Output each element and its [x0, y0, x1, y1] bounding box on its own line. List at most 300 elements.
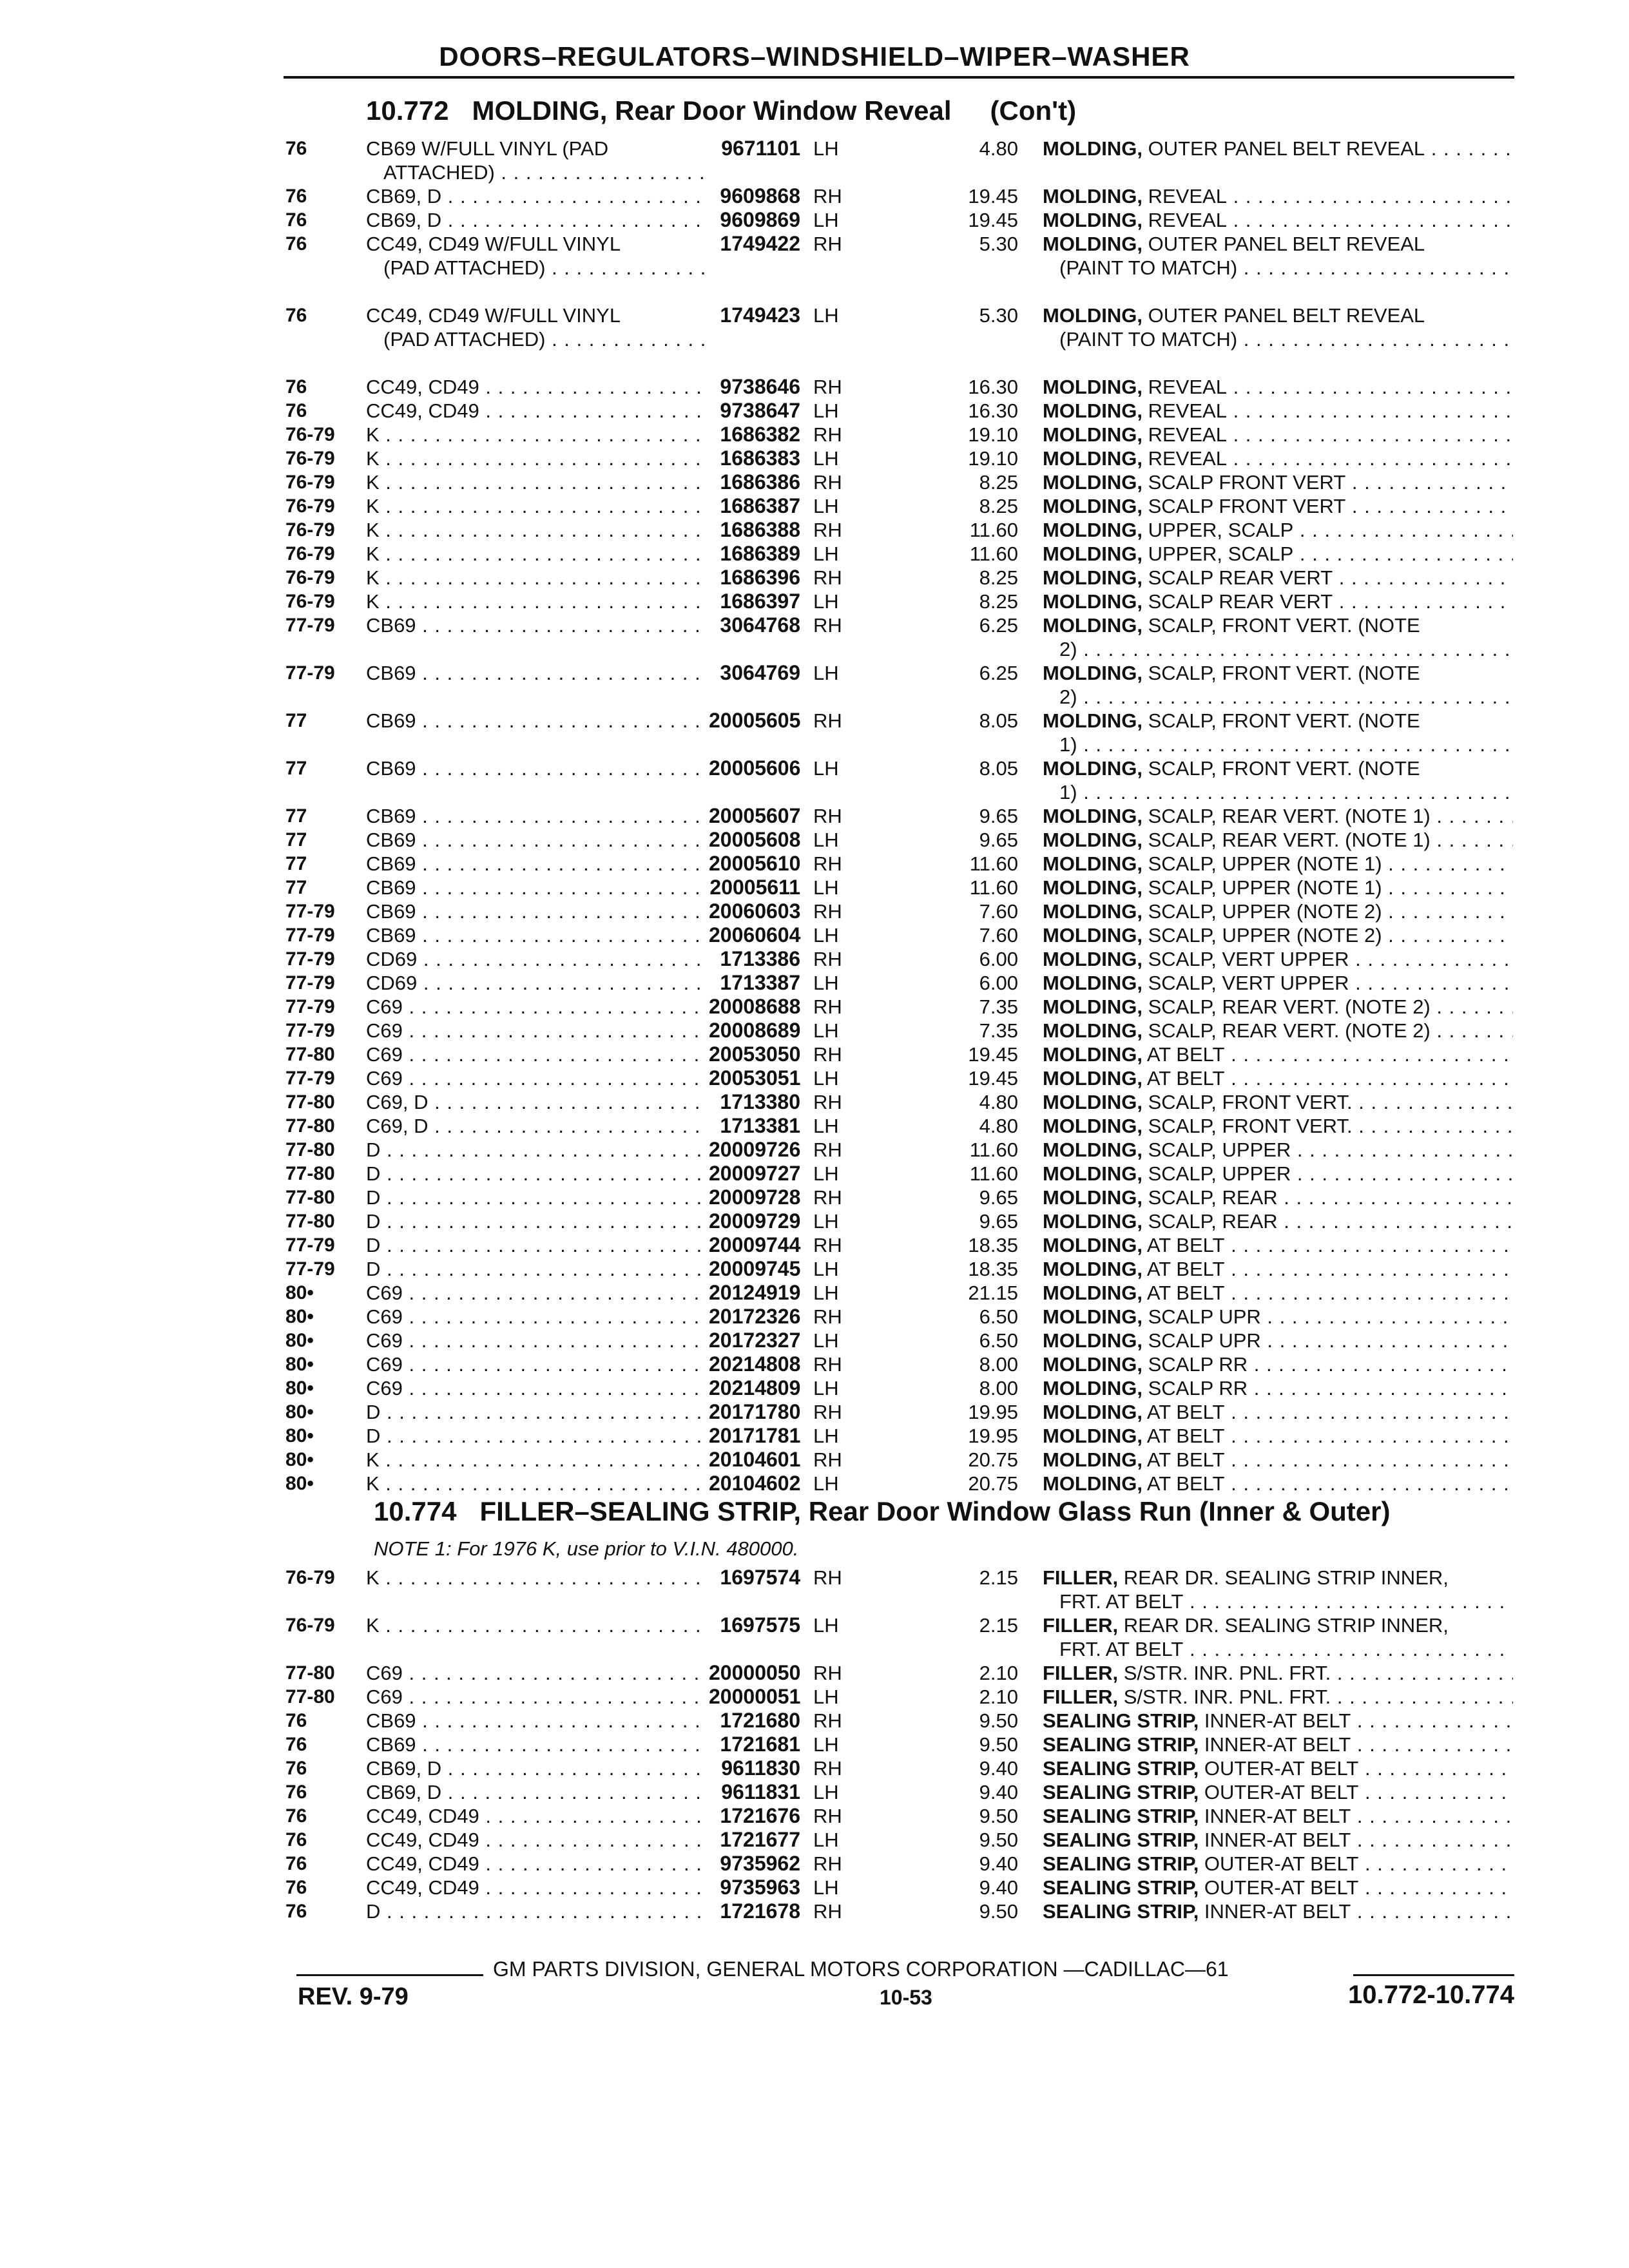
part-name: MOLDING,: [1043, 376, 1142, 398]
price: 8.05: [979, 709, 1018, 732]
part-description: [1043, 852, 1513, 876]
side-code: RH: [813, 995, 842, 1018]
side-code: RH: [813, 1662, 842, 1684]
part-name: MOLDING,: [1043, 1186, 1142, 1209]
price: 20.75: [968, 1448, 1018, 1471]
side-code: LH: [813, 137, 839, 160]
year-range: 77-80: [285, 1187, 335, 1208]
model-code: CB69, D . . .: [366, 1780, 708, 1804]
price: 6.00: [979, 972, 1018, 994]
part-number: 20005606: [709, 756, 801, 780]
model-code: K . . .: [366, 494, 708, 518]
year-range: 76-79: [285, 1567, 335, 1588]
year-range: 80•: [285, 1449, 314, 1470]
section-note: NOTE 1: For 1976 K, use prior to V.I.N. 480000.: [374, 1537, 799, 1560]
price: 11.60: [969, 852, 1018, 875]
part-description: [1043, 303, 1513, 327]
side-code: LH: [813, 1210, 839, 1233]
model-code: CC49, CD49 W/FULL VINYL: [366, 233, 621, 255]
price: 19.95: [968, 1401, 1018, 1423]
model-code: K . . .: [366, 566, 708, 590]
part-detail: SCALP, FRONT VERT. (NOTE: [1142, 709, 1420, 732]
year-range: 76: [285, 1853, 307, 1874]
price: 8.25: [979, 566, 1018, 589]
part-detail: SCALP UPR: [1142, 1329, 1261, 1352]
part-name: MOLDING,: [1043, 1329, 1142, 1352]
part-number: 1686397: [720, 590, 800, 613]
side-code: RH: [813, 1852, 842, 1875]
side-code: LH: [813, 399, 839, 422]
part-detail: REVEAL: [1142, 185, 1227, 207]
section-number: 10.772: [366, 95, 449, 126]
part-name: MOLDING,: [1043, 1115, 1142, 1137]
model-code: CB69 . . .: [366, 899, 708, 923]
price: 6.50: [979, 1329, 1018, 1352]
side-code: RH: [813, 566, 842, 589]
part-detail: AT BELT: [1142, 1043, 1225, 1066]
year-range: 80•: [285, 1354, 314, 1375]
part-number: 1749423: [720, 303, 800, 327]
side-code: LH: [813, 1781, 839, 1803]
side-code: LH: [813, 1425, 839, 1447]
price: 19.45: [968, 185, 1018, 207]
part-name: MOLDING,: [1043, 566, 1142, 589]
part-number: 20172326: [709, 1305, 801, 1328]
year-range: 77-79: [285, 1068, 335, 1089]
part-name: MOLDING,: [1043, 590, 1142, 613]
part-description: [1043, 1305, 1513, 1329]
model-code-continued: (PAD ATTACHED) . . .: [383, 327, 708, 351]
year-range: 77-79: [285, 1258, 335, 1280]
part-number: 3064768: [720, 613, 800, 637]
part-number: 20009728: [709, 1186, 801, 1209]
model-code: D . . .: [366, 1899, 708, 1923]
part-description: [1043, 1233, 1513, 1257]
part-detail: REVEAL: [1142, 423, 1227, 446]
page-title: DOORS–REGULATORS–WINDSHIELD–WIPER–WASHER: [439, 41, 1190, 72]
part-number: 1686387: [720, 494, 800, 517]
price: 7.35: [979, 995, 1018, 1018]
model-code: CC49, CD49 . . .: [366, 1804, 708, 1828]
side-code: LH: [813, 1686, 839, 1708]
year-range: 76: [285, 1877, 307, 1898]
part-description: [1043, 399, 1513, 423]
part-description: [1043, 971, 1513, 995]
part-number: 9735962: [720, 1852, 800, 1875]
part-detail: INNER-AT BELT: [1199, 1805, 1351, 1827]
part-name: MOLDING,: [1043, 995, 1142, 1018]
part-number: 20000051: [709, 1685, 801, 1708]
part-name: MOLDING,: [1043, 399, 1142, 422]
model-code: C69 . . .: [366, 1066, 708, 1090]
price: 9.50: [979, 1805, 1018, 1827]
header-divider: [284, 76, 1514, 79]
model-code: C69, D . . .: [366, 1114, 708, 1138]
year-range: 77-79: [285, 615, 335, 636]
model-code: D . . .: [366, 1162, 708, 1186]
part-description: [1043, 661, 1513, 685]
part-description: [1043, 1066, 1513, 1090]
part-number: 20005610: [709, 852, 801, 875]
part-description: [1043, 518, 1513, 542]
part-name: MOLDING,: [1043, 757, 1142, 780]
price: 8.05: [979, 757, 1018, 780]
price: 6.25: [979, 662, 1018, 684]
section-title: FILLER–SEALING STRIP, Rear Door Window Glass Run (Inner & Outer): [479, 1496, 1391, 1526]
year-range: 76: [285, 1710, 307, 1731]
part-description: [1043, 1709, 1513, 1733]
year-range: 77-80: [285, 1115, 335, 1137]
price: 21.15: [968, 1282, 1018, 1304]
part-detail: INNER-AT BELT: [1199, 1709, 1351, 1732]
part-description: [1043, 1566, 1513, 1590]
part-name: MOLDING,: [1043, 1377, 1142, 1399]
part-detail: AT BELT: [1142, 1401, 1225, 1423]
price: 19.10: [968, 423, 1018, 446]
model-code: C69 . . .: [366, 1043, 708, 1066]
part-detail: OUTER-AT BELT: [1199, 1757, 1359, 1780]
footer-division-text: GM PARTS DIVISION, GENERAL MOTORS CORPORATION —CADILLAC—61: [493, 1957, 1229, 1981]
part-name: MOLDING,: [1043, 1353, 1142, 1376]
price: 8.25: [979, 590, 1018, 613]
price: 11.60: [969, 1139, 1018, 1161]
part-detail: SCALP RR: [1142, 1353, 1248, 1376]
side-code: LH: [813, 209, 839, 231]
year-range: 76-79: [285, 543, 335, 564]
year-range: 76: [285, 1829, 307, 1850]
year-range: 77: [285, 805, 307, 827]
side-code: RH: [813, 1448, 842, 1471]
part-detail: S/STR. INR. PNL. FRT.: [1118, 1662, 1331, 1684]
price: 9.40: [979, 1852, 1018, 1875]
price: 2.15: [979, 1566, 1018, 1589]
part-name: MOLDING,: [1043, 948, 1142, 970]
part-description-continued: 2) . . .: [1059, 685, 1513, 709]
year-range: 77-79: [285, 901, 335, 922]
part-description: [1043, 709, 1513, 733]
year-range: 77: [285, 829, 307, 850]
part-name: MOLDING,: [1043, 852, 1142, 875]
part-detail: OUTER PANEL BELT REVEAL: [1142, 233, 1425, 255]
price: 18.35: [968, 1234, 1018, 1256]
price: 7.60: [979, 900, 1018, 923]
side-code: LH: [813, 924, 839, 947]
model-code: K . . .: [366, 447, 708, 470]
model-code: D . . .: [366, 1424, 708, 1448]
part-detail: SCALP, UPPER (NOTE 1): [1142, 876, 1382, 899]
price: 11.60: [969, 876, 1018, 899]
part-description: [1043, 1138, 1513, 1162]
part-detail: OUTER-AT BELT: [1199, 1852, 1359, 1875]
side-code: LH: [813, 1377, 839, 1399]
part-detail: OUTER-AT BELT: [1199, 1876, 1359, 1899]
part-number: 9609869: [720, 208, 800, 231]
model-code: D . . .: [366, 1233, 708, 1257]
year-range: 77-80: [285, 1686, 335, 1707]
model-code: CB69 W/FULL VINYL (PAD: [366, 137, 609, 160]
model-code: CC49, CD49 . . .: [366, 1852, 708, 1876]
model-code: CC49, CD49 . . .: [366, 399, 708, 423]
model-code: D . . .: [366, 1400, 708, 1424]
part-name: MOLDING,: [1043, 1210, 1142, 1233]
part-number: 1713387: [720, 971, 800, 994]
model-code: CB69 . . .: [366, 709, 708, 733]
year-range: 77-80: [285, 1091, 335, 1113]
part-number: 20009729: [709, 1209, 801, 1233]
price: 19.95: [968, 1425, 1018, 1447]
part-description: [1043, 137, 1513, 160]
part-name: MOLDING,: [1043, 1162, 1142, 1185]
part-description: [1043, 447, 1513, 470]
part-detail: SCALP REAR VERT: [1142, 566, 1333, 589]
part-name: SEALING STRIP,: [1043, 1757, 1199, 1780]
price: 11.60: [969, 519, 1018, 541]
side-code: RH: [813, 900, 842, 923]
part-number: 20171781: [709, 1424, 801, 1447]
part-detail: SCALP, FRONT VERT.: [1142, 1091, 1353, 1113]
price: 7.60: [979, 924, 1018, 947]
part-name: MOLDING,: [1043, 709, 1142, 732]
part-number: 3064769: [720, 661, 800, 684]
year-range: 76: [285, 138, 307, 159]
part-description: [1043, 1685, 1513, 1709]
side-code: LH: [813, 1258, 839, 1280]
side-code: RH: [813, 1805, 842, 1827]
part-detail: SCALP, REAR: [1142, 1210, 1278, 1233]
model-code: CC49, CD49 W/FULL VINYL: [366, 304, 621, 327]
model-code-continued: ATTACHED) . . .: [383, 160, 708, 184]
part-detail: SCALP, FRONT VERT. (NOTE: [1142, 614, 1420, 637]
model-code: CC49, CD49 . . .: [366, 1828, 708, 1852]
year-range: 76-79: [285, 567, 335, 588]
part-description: [1043, 566, 1513, 590]
part-name: MOLDING,: [1043, 1448, 1142, 1471]
model-code: C69 . . .: [366, 995, 708, 1019]
part-name: MOLDING,: [1043, 137, 1142, 160]
part-number: 1686396: [720, 566, 800, 589]
side-code: RH: [813, 614, 842, 637]
part-number: 20172327: [709, 1329, 801, 1352]
part-detail: AT BELT: [1142, 1258, 1225, 1280]
side-code: LH: [813, 447, 839, 470]
part-description: [1043, 1661, 1513, 1685]
part-detail: AT BELT: [1142, 1234, 1225, 1256]
part-number: 1713381: [720, 1114, 800, 1137]
part-description: [1043, 542, 1513, 566]
year-range: 76-79: [285, 448, 335, 469]
year-range: 77-79: [285, 972, 335, 994]
part-description: [1043, 923, 1513, 947]
model-code: CB69 . . .: [366, 852, 708, 876]
model-code: CB69 . . .: [366, 804, 708, 828]
year-range: 77: [285, 710, 307, 731]
side-code: RH: [813, 1757, 842, 1780]
price: 4.80: [979, 1091, 1018, 1113]
part-description: [1043, 470, 1513, 494]
part-description: [1043, 1899, 1513, 1923]
part-detail: INNER-AT BELT: [1199, 1900, 1351, 1923]
model-code: CB69 . . .: [366, 876, 708, 899]
part-detail: SCALP, FRONT VERT. (NOTE: [1142, 662, 1420, 684]
model-code: CB69, D . . .: [366, 184, 708, 208]
part-description: [1043, 1186, 1513, 1209]
part-description: [1043, 1733, 1513, 1756]
price: 20.75: [968, 1472, 1018, 1495]
year-range: 76-79: [285, 472, 335, 493]
year-range: 80•: [285, 1378, 314, 1399]
part-detail: SCALP, REAR VERT. (NOTE 2): [1142, 995, 1431, 1018]
price: 19.45: [968, 1043, 1018, 1066]
part-name: MOLDING,: [1043, 662, 1142, 684]
part-description: [1043, 1043, 1513, 1066]
section-heading-10-774: [374, 1496, 1390, 1527]
part-name: MOLDING,: [1043, 1043, 1142, 1066]
price: 16.30: [968, 376, 1018, 398]
year-range: 76-79: [285, 591, 335, 612]
model-code: K . . .: [366, 1613, 708, 1637]
side-code: LH: [813, 543, 839, 565]
price: 8.25: [979, 471, 1018, 494]
part-detail: SCALP FRONT VERT: [1142, 495, 1346, 517]
price: 6.00: [979, 948, 1018, 970]
part-description: [1043, 184, 1513, 208]
year-range: 77-79: [285, 662, 335, 684]
part-detail: SCALP, REAR VERT. (NOTE 1): [1142, 829, 1431, 851]
part-description: [1043, 208, 1513, 232]
part-detail: SCALP, REAR: [1142, 1186, 1278, 1209]
part-number: 1697575: [720, 1613, 800, 1637]
side-code: LH: [813, 1472, 839, 1495]
part-number: 20214809: [709, 1376, 801, 1399]
year-range: 76-79: [285, 1615, 335, 1636]
part-detail: INNER-AT BELT: [1199, 1733, 1351, 1756]
part-name: SEALING STRIP,: [1043, 1709, 1199, 1732]
price: 2.15: [979, 1614, 1018, 1637]
part-number: 20060604: [709, 923, 801, 947]
part-detail: SCALP, VERT UPPER: [1142, 948, 1349, 970]
part-number: 1686388: [720, 518, 800, 541]
side-code: LH: [813, 495, 839, 517]
part-name: MOLDING,: [1043, 471, 1142, 494]
part-number: 20009744: [709, 1233, 801, 1256]
year-range: 77-80: [285, 1211, 335, 1232]
side-code: LH: [813, 304, 839, 327]
part-name: SEALING STRIP,: [1043, 1781, 1199, 1803]
side-code: LH: [813, 757, 839, 780]
price: 9.40: [979, 1781, 1018, 1803]
price: 8.25: [979, 495, 1018, 517]
section-number: 10.774: [374, 1496, 457, 1526]
part-number: 9738646: [720, 375, 800, 398]
year-range: 77: [285, 853, 307, 874]
part-detail: REVEAL: [1142, 376, 1227, 398]
price: 8.00: [979, 1353, 1018, 1376]
part-description: [1043, 1090, 1513, 1114]
part-description: [1043, 375, 1513, 399]
model-code: D . . .: [366, 1209, 708, 1233]
section-title: MOLDING, Rear Door Window Reveal: [472, 95, 952, 126]
part-description-continued: FRT. AT BELT . . .: [1059, 1637, 1513, 1661]
side-code: LH: [813, 972, 839, 994]
part-number: 20009727: [709, 1162, 801, 1185]
part-number: 20005607: [709, 804, 801, 827]
section-heading-10-772: [366, 95, 1076, 126]
year-range: 77-79: [285, 948, 335, 970]
part-description: [1043, 1162, 1513, 1186]
part-name: MOLDING,: [1043, 972, 1142, 994]
part-name: MOLDING,: [1043, 1091, 1142, 1113]
page-number: 10-53: [880, 1986, 932, 2009]
part-name: MOLDING,: [1043, 495, 1142, 517]
price: 9.65: [979, 805, 1018, 827]
part-description: [1043, 1613, 1513, 1637]
model-code: CB69 . . .: [366, 1709, 708, 1733]
year-range: 76: [285, 376, 307, 398]
price: 9.50: [979, 1900, 1018, 1923]
part-description: [1043, 1448, 1513, 1472]
side-code: RH: [813, 1139, 842, 1161]
year-range: 77: [285, 758, 307, 779]
part-number: 20009745: [709, 1257, 801, 1280]
part-number: 9671101: [721, 137, 800, 160]
price: 9.50: [979, 1709, 1018, 1732]
price: 6.50: [979, 1305, 1018, 1328]
part-detail: UPPER, SCALP: [1142, 543, 1294, 565]
part-name: MOLDING,: [1043, 1139, 1142, 1161]
part-detail: SCALP, REAR VERT. (NOTE 1): [1142, 805, 1431, 827]
part-description: [1043, 1019, 1513, 1043]
year-range: 80•: [285, 1306, 314, 1327]
part-number: 1686382: [720, 423, 800, 446]
part-name: MOLDING,: [1043, 1258, 1142, 1280]
part-number: 1721681: [720, 1733, 800, 1756]
model-code: CB69, D . . .: [366, 208, 708, 232]
part-name: MOLDING,: [1043, 876, 1142, 899]
side-code: RH: [813, 1709, 842, 1732]
side-code: RH: [813, 1566, 842, 1589]
part-number: 20171780: [709, 1400, 801, 1423]
part-description: [1043, 899, 1513, 923]
part-name: MOLDING,: [1043, 519, 1142, 541]
part-number: 1721677: [720, 1828, 800, 1851]
part-description: [1043, 1780, 1513, 1804]
part-description: [1043, 1352, 1513, 1376]
year-range: 80•: [285, 1330, 314, 1351]
part-name: MOLDING,: [1043, 423, 1142, 446]
model-code: CB69 . . .: [366, 613, 708, 637]
part-description: [1043, 1828, 1513, 1852]
part-detail: OUTER PANEL BELT REVEAL: [1142, 137, 1425, 160]
part-description: [1043, 423, 1513, 447]
side-code: RH: [813, 1353, 842, 1376]
part-detail: SCALP, FRONT VERT.: [1142, 1115, 1353, 1137]
price: 2.10: [979, 1686, 1018, 1708]
part-number: 20005605: [709, 709, 801, 732]
part-name: MOLDING,: [1043, 1067, 1142, 1090]
part-description: [1043, 494, 1513, 518]
year-range: 80•: [285, 1282, 314, 1303]
part-detail: REAR DR. SEALING STRIP INNER,: [1118, 1566, 1449, 1589]
part-detail: UPPER, SCALP: [1142, 519, 1294, 541]
side-code: RH: [813, 1234, 842, 1256]
price: 5.30: [979, 233, 1018, 255]
part-description: [1043, 876, 1513, 899]
part-description: [1043, 995, 1513, 1019]
part-detail: SCALP, UPPER (NOTE 2): [1142, 924, 1382, 947]
year-range: 77: [285, 877, 307, 898]
model-code: K . . .: [366, 1472, 708, 1495]
price: 19.10: [968, 447, 1018, 470]
